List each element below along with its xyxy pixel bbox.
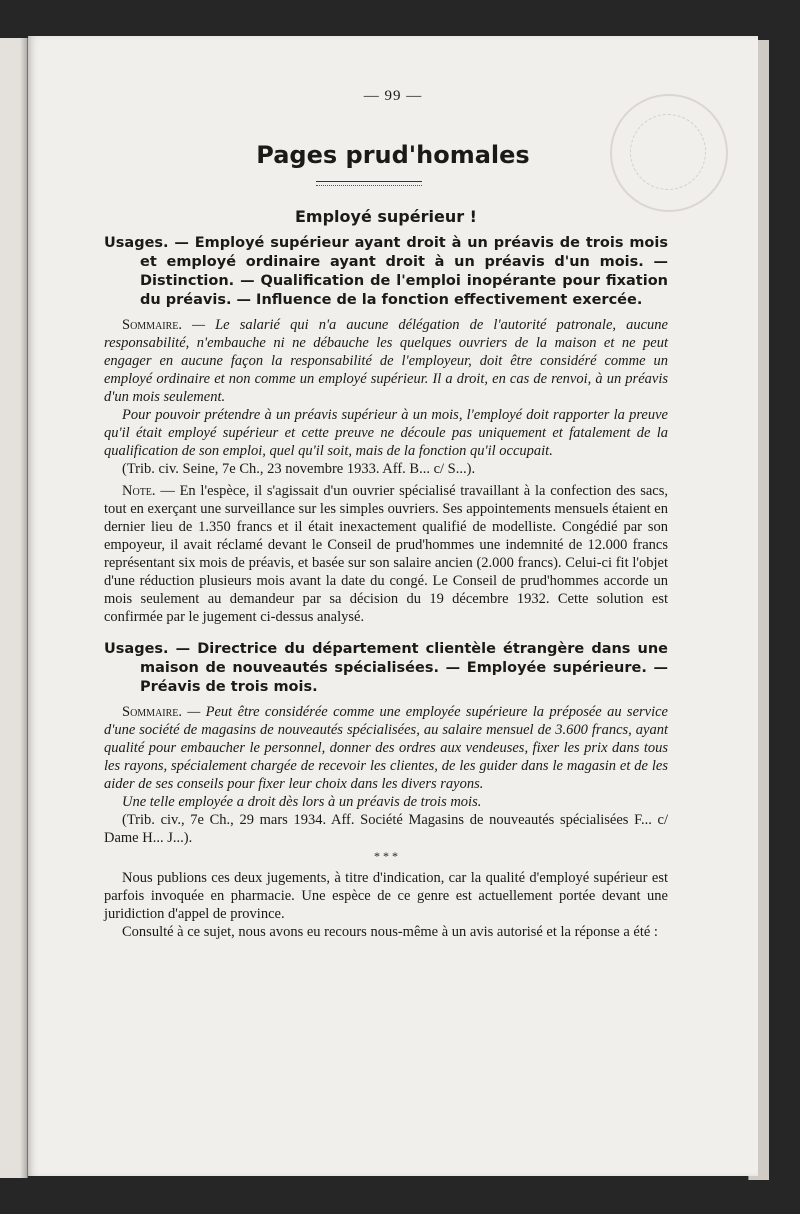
section1-heading: Employé supérieur !: [295, 207, 477, 226]
section1-note-text: — En l'espèce, il s'agissait d'un ouvrier spécialisé travaillant à la confection des sacs, tout en exerçant une surveillance sur les simples ouvriers. Ses appointements mensuels étaient en dernier lieu de 1.350 francs et il était inexactement qualifié de modelliste. Congédié par son empoyeur, il avait réclamé devant le Conseil de prud'hommes une indemnité de 12.000 francs représentant six mois de préavis, et basée sur son salaire ancien (2.000 francs). Celui-ci fit l'objet d'une réduction plusieurs mois avant la date du congé. Le Conseil de prud'hommes accorde un mois seulement au demandeur par sa décision du 19 décembre 1932. Cette solution est confirmée par le jugement ci-dessus analysé.: [104, 483, 669, 625]
section2-reference: (Trib. civ., 7e Ch., 29 mars 1934. Aff. Société Magasins de nouveautés spécialisées F... c/ Dame H... J...).: [104, 812, 668, 846]
section1-sommaire-label: Sommaire.: [122, 317, 183, 333]
section2-usage: [104, 640, 668, 697]
section2-sommaire-label: Sommaire.: [122, 704, 183, 720]
closing-paragraph-2: Consulté à ce sujet, nous avons eu recours nous-même à un avis autorisé et la réponse a été :: [122, 924, 658, 940]
section1-sommaire: [104, 316, 668, 406]
section2-sommaire: [104, 703, 668, 793]
section2-usage-label: Usages.: [104, 641, 169, 657]
section1-note: [104, 482, 668, 626]
gutter-shadow: [20, 38, 28, 1178]
section1-usage: [104, 234, 668, 310]
section2-sommaire-text: — Peut être considérée comme une employée supérieure la préposée au service d'une société de magasins de nouveautés spécialisées, au salaire mensuel de 3.600 francs, ayant qualité pour embaucher le personnel, donner des ordres aux vendeuses, fixer les prix dans tous les rayons, spécialement chargée de recevoir les clientes, de les guider dans le magasin et de les aider de ses conseils pour fixer leur choix dans les divers rayons.: [104, 704, 668, 792]
section2-sommaire-continued: Une telle employée a droit dès lors à un préavis de trois mois.: [122, 794, 482, 810]
section1-sommaire-text: — Le salarié qui n'a aucune délégation de l'autorité patronale, aucune responsabilité, n'embauche ni ne débauche les quelques ouvriers de la maison et ne peut engager en aucune façon la responsabilité de l'employeur, doit être considéré comme un employé ordinaire et non comme un employé supérieur. Il a droit, en cas de renvoi, à un préavis d'un mois seulement.: [104, 317, 668, 405]
section-gap: [104, 626, 668, 640]
document-page: [28, 36, 758, 1176]
asterism-separator: * * *: [374, 849, 398, 863]
section1-usage-text: — Employé supérieur ayant droit à un préavis de trois mois et employé ordinaire ayant droit à un préavis d'un mois. — Distinction. — Qualification de l'emploi inopérante pour fixation du préavis. — Influence de la fonction effectivement exercée.: [140, 235, 668, 308]
section1-sommaire-continued: Pour pouvoir prétendre à un préavis supérieur à un mois, l'employé doit rapporter la preuve qu'il était employé supérieur et cette preuve ne découle pas uniquement et fatalement de la qualification de son emploi, quel qu'il soit, mais de la fonction qu'il occupait.: [104, 407, 668, 459]
section1-reference: (Trib. civ. Seine, 7e Ch., 23 novembre 1933. Aff. B... c/ S...).: [122, 461, 476, 477]
page-number: — 99 —: [363, 88, 423, 104]
section1-usage-label: Usages.: [104, 235, 169, 251]
page-title: Pages prud'homales: [256, 141, 530, 169]
title-divider: [316, 181, 422, 186]
section1-note-label: Note.: [122, 483, 156, 499]
article-body: [104, 208, 668, 941]
closing-paragraph-1: Nous publions ces deux jugements, à titre d'indication, car la qualité d'employé supérieur est parfois invoquée en pharmacie. Une espèce de ce genre est actuellement portée devant une juridiction d'appel de province.: [104, 870, 668, 922]
section2-usage-text: — Directrice du département clientèle étrangère dans une maison de nouveautés spécialisées. — Employée supérieure. — Préavis de trois mois.: [140, 641, 668, 695]
